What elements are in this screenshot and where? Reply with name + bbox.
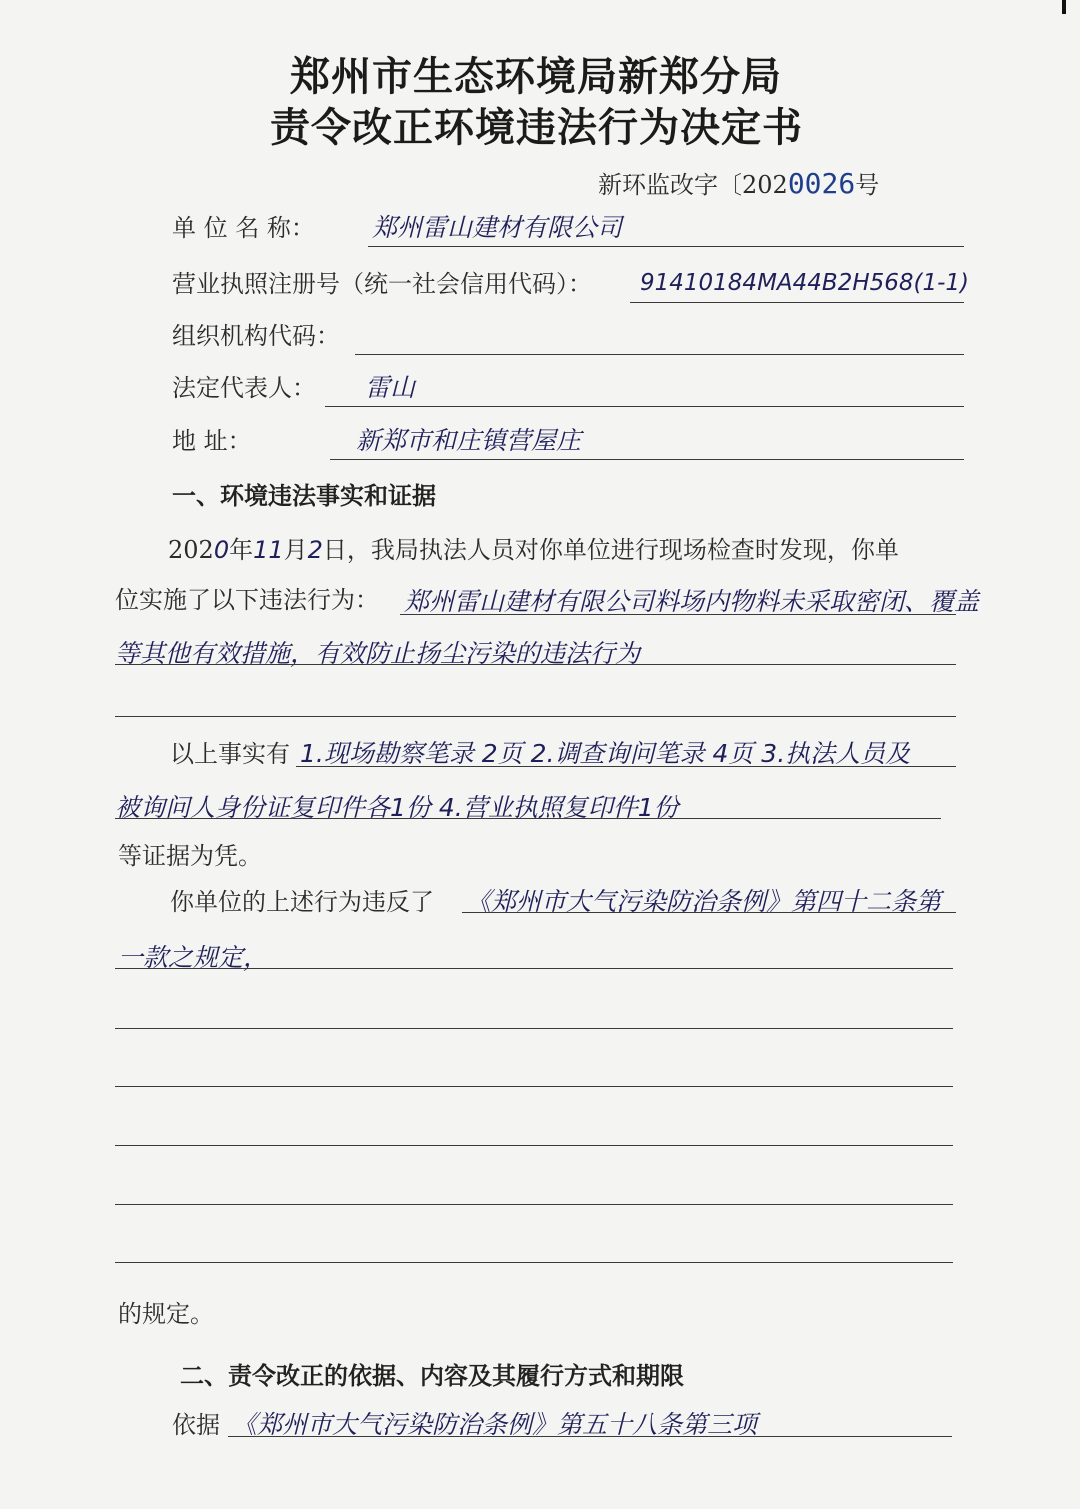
section1-date-line-text: 日，我局执法人员对你单位进行现场检查时发现，你单	[322, 536, 899, 564]
section1-violation-hand-2: 等其他有效措施，有效防止扬尘污染的违法行为	[115, 639, 641, 668]
legal-rep-label: 法定代表人：	[172, 374, 316, 402]
document-number-prefix: 新环监改字〔202	[598, 171, 788, 199]
section2-heading: 二、责令改正的依据、内容及其履行方式和期限	[180, 1361, 684, 1390]
violation-underline-1	[400, 614, 956, 615]
date-month-unit: 月	[283, 536, 308, 564]
date-day-hand: 2	[307, 536, 323, 564]
date-year-hand: 0	[213, 536, 230, 564]
date-year-unit: 年	[229, 536, 254, 564]
blank-line-5	[115, 1204, 953, 1205]
legal-rep-underline	[325, 406, 964, 407]
blank-line-6	[115, 1262, 953, 1263]
violation-law-hand-2: 一款之规定，	[118, 943, 269, 972]
evidence-hand-1: 1.现场勘察笔录 2页 2.调查询问笔录 4页 3.执法人员及	[300, 739, 911, 768]
basis-underline	[228, 1436, 952, 1437]
scan-edge-mark	[1062, 0, 1066, 14]
evidence-end: 等证据为凭。	[118, 842, 262, 870]
evidence-underline-2	[115, 818, 941, 819]
license-label: 营业执照注册号（统一社会信用代码）：	[172, 270, 592, 298]
evidence-underline-1	[296, 766, 956, 767]
address-underline	[330, 459, 964, 460]
section1-heading: 一、环境违法事实和证据	[172, 481, 436, 510]
address-value: 新郑市和庄镇营屋庄	[356, 426, 582, 455]
blank-line-4	[115, 1145, 953, 1146]
document-title-line2: 责令改正环境违法行为决定书	[270, 104, 803, 151]
unit-name-label: 单 位 名 称：	[172, 214, 315, 242]
org-code-label: 组织机构代码：	[172, 322, 340, 350]
document-number	[598, 165, 879, 200]
license-value: 91410184MA44B2H568(1-1)	[640, 270, 970, 296]
blank-line-1	[115, 968, 953, 969]
blank-line-2	[115, 1028, 953, 1029]
document-number-suffix: 号	[855, 171, 880, 199]
legal-rep-value: 雷山	[365, 373, 416, 402]
unit-name-underline	[368, 246, 964, 247]
violation-law-hand-1: 《郑州市大气污染防治条例》第四十二条第	[466, 887, 942, 916]
provision-end: 的规定。	[118, 1300, 214, 1328]
violation-law-label: 你单位的上述行为违反了	[170, 888, 434, 916]
license-underline	[630, 302, 964, 303]
violation-law-underline-1	[462, 912, 956, 913]
basis-label: 依据	[172, 1411, 220, 1439]
evidence-hand-2: 被询问人身份证复印件各1份 4.营业执照复印件1份	[115, 793, 679, 822]
violation-underline-3	[115, 716, 956, 717]
unit-name-value: 郑州雷山建材有限公司	[372, 213, 623, 242]
violation-underline-2	[115, 664, 956, 665]
blank-line-3	[115, 1086, 953, 1087]
section1-date-line	[168, 530, 899, 565]
date-year-prefix: 202	[168, 536, 214, 564]
address-label: 地 址：	[172, 427, 252, 455]
org-code-underline	[355, 354, 964, 355]
section1-violation-hand-1: 郑州雷山建材有限公司料场内物料未采取密闭、覆盖	[404, 587, 980, 616]
basis-hand: 《郑州市大气污染防治条例》第五十八条第三项	[232, 1410, 758, 1439]
document-number-handwritten: 0026	[787, 167, 856, 200]
evidence-label: 以上事实有	[170, 740, 290, 768]
section1-violation-label: 位实施了以下违法行为：	[115, 586, 379, 614]
document-title-line1: 郑州市生态环境局新郑分局	[290, 53, 782, 100]
date-month-hand: 11	[253, 536, 284, 564]
